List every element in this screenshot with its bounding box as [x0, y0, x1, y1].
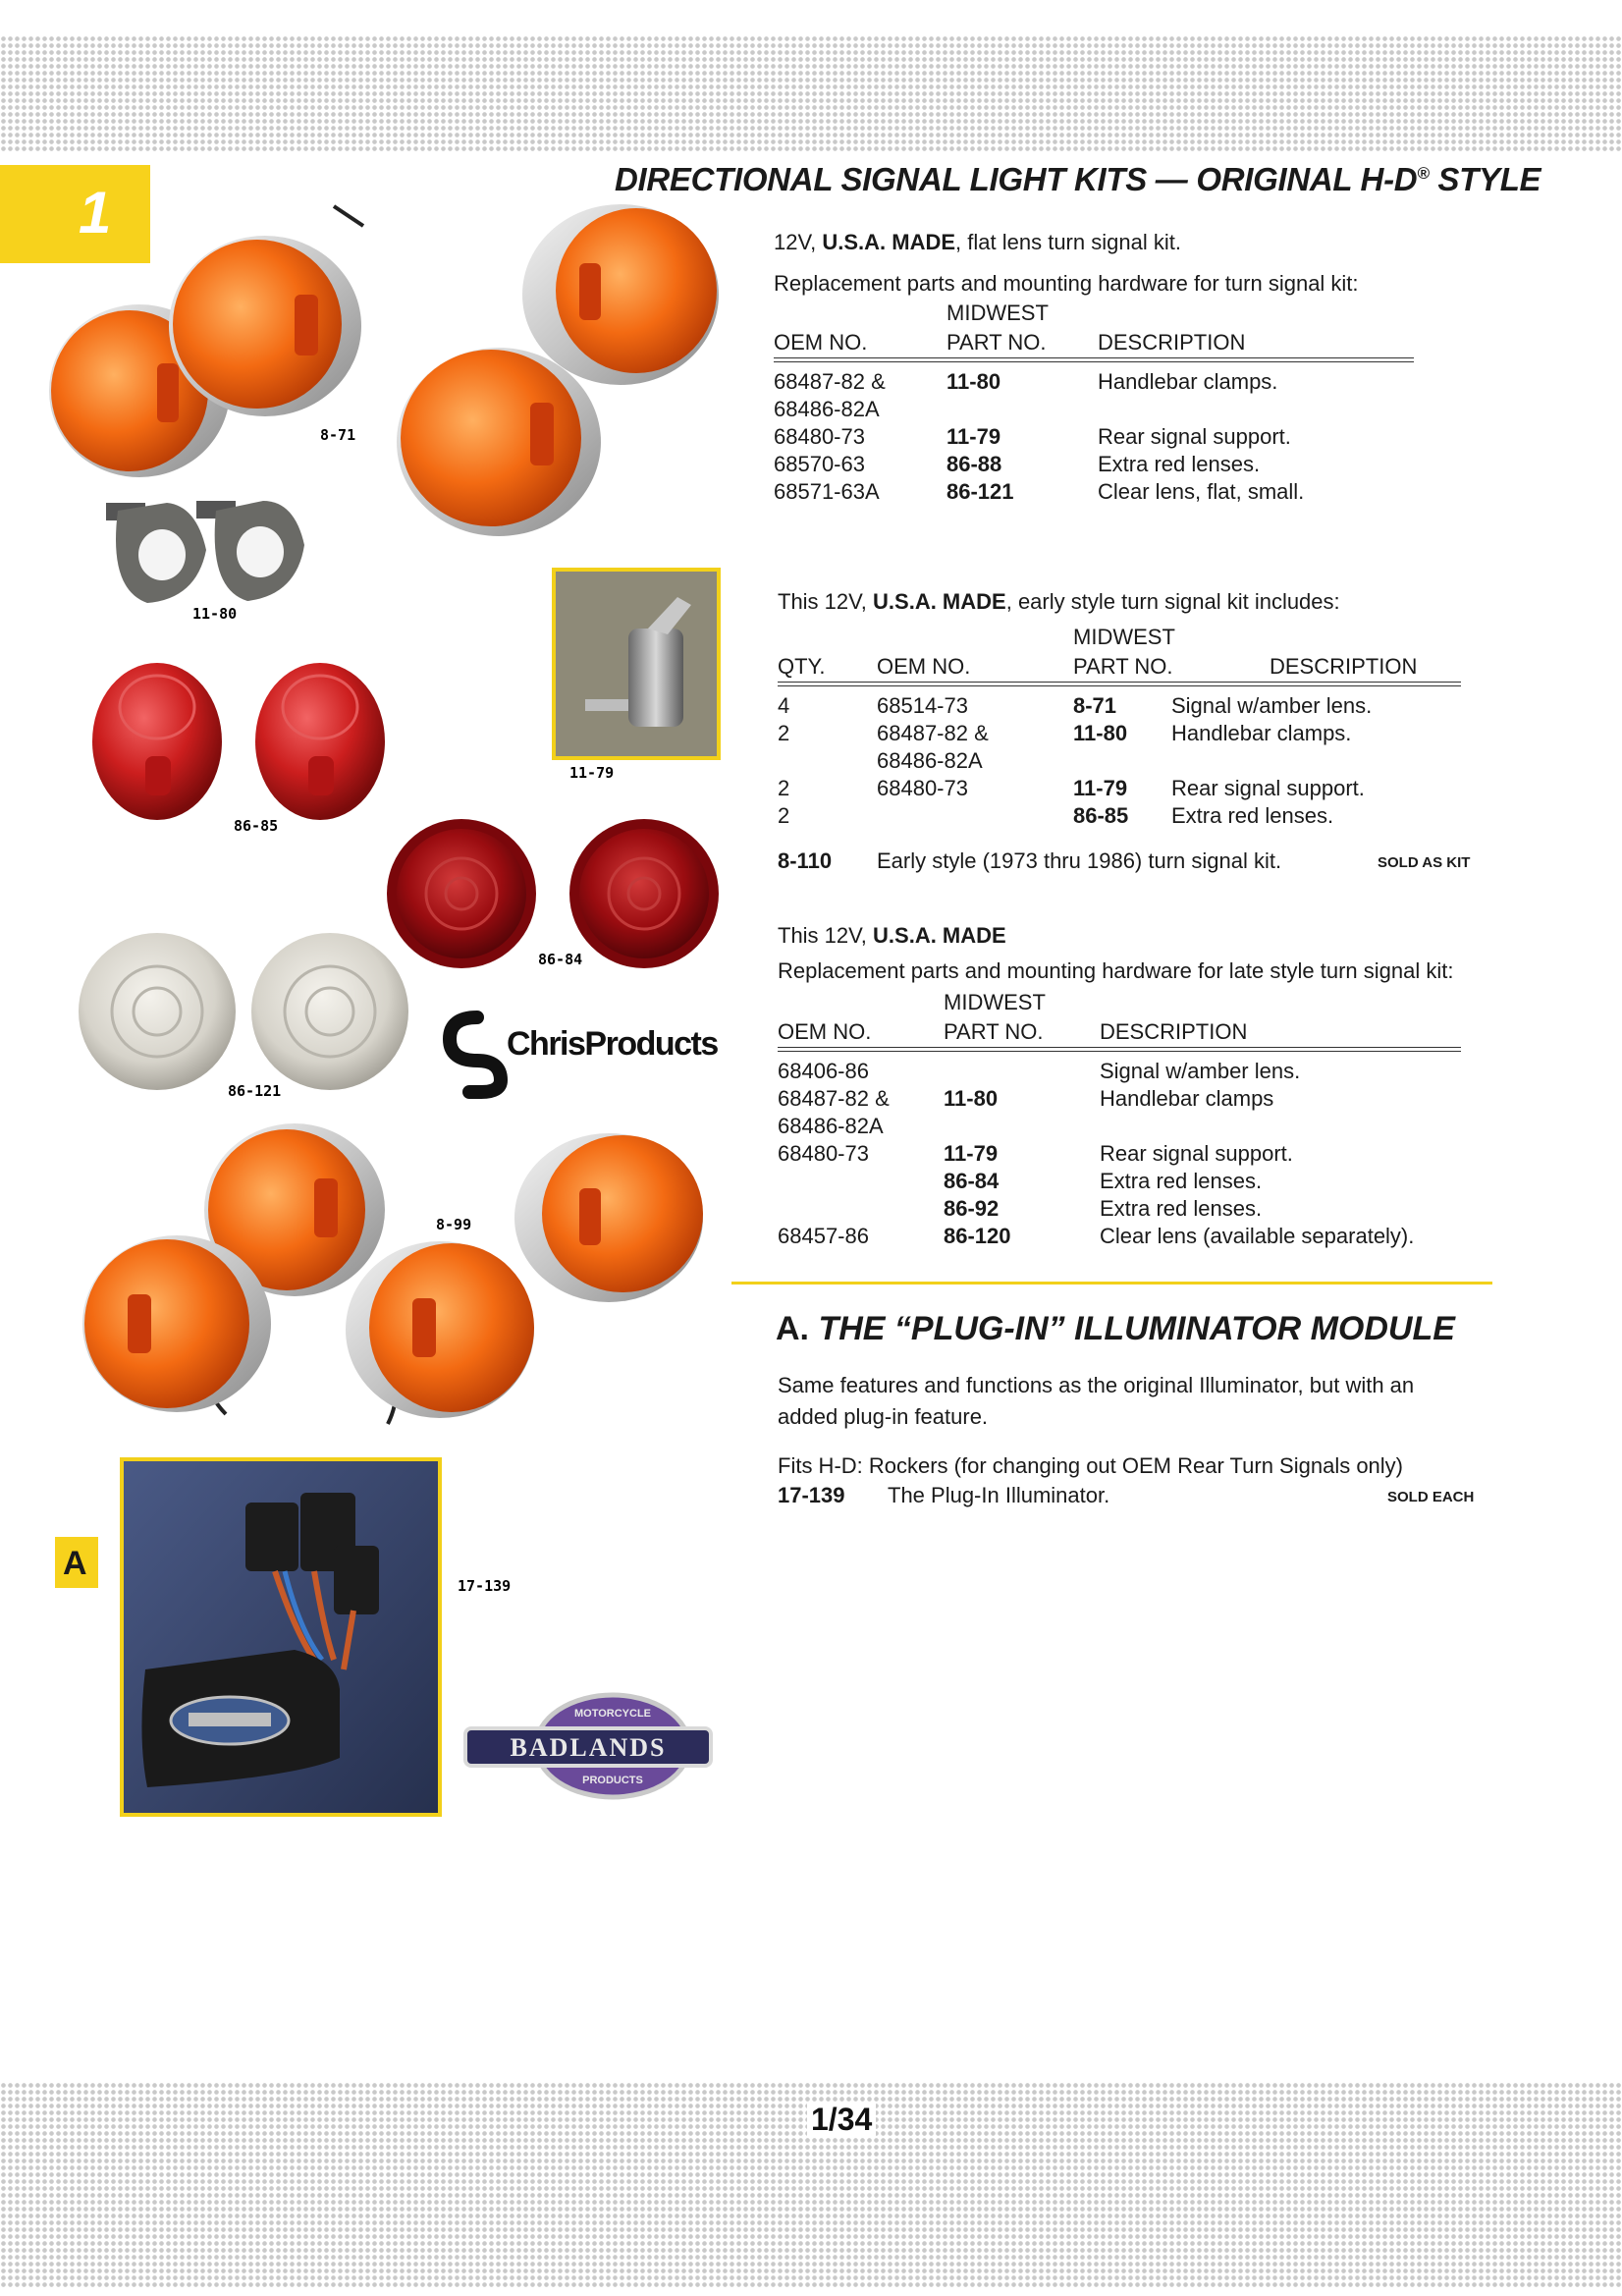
cell-desc — [1100, 1114, 1463, 1141]
cell-part: 8-71 — [1073, 693, 1117, 718]
page-heading: DIRECTIONAL SIGNAL LIGHT KITS — ORIGINAL H-D® STYLE — [615, 161, 1541, 197]
cell-desc — [1098, 397, 1412, 424]
photo-label-a: A — [55, 1537, 98, 1588]
cell-desc: Signal w/amber lens. — [1171, 693, 1373, 718]
signal-8-71-c — [522, 204, 719, 385]
cell-desc: Handlebar clamps. — [1098, 369, 1278, 394]
svg-text:BADLANDS: BADLANDS — [510, 1733, 667, 1762]
cell-part: 86-120 — [944, 1224, 1011, 1248]
cell-part: 86-92 — [944, 1196, 1000, 1221]
cell-oem: 68570-63 — [774, 452, 865, 476]
section-a-part: 17-139 — [778, 1483, 845, 1507]
cell-oem: 68406-86 — [778, 1059, 869, 1083]
caption-86-121: 86-121 — [228, 1082, 282, 1100]
cell-oem: 68457-86 — [778, 1224, 869, 1248]
cell-oem: 68486-82A — [774, 397, 880, 421]
kit2-header-rule — [778, 682, 1461, 686]
cell-qty — [778, 748, 877, 776]
badlands-logo — [465, 1695, 711, 1797]
red-lens-86-84-a — [387, 819, 536, 968]
page-number: 1/34 — [807, 2102, 876, 2138]
cell-oem — [778, 1196, 944, 1224]
section-a-part-desc: The Plug-In Illuminator. — [888, 1483, 1110, 1507]
kit1-table — [774, 369, 1412, 507]
cell-desc: Clear lens (available separately). — [1100, 1224, 1415, 1248]
cell-desc: Handlebar clamps. — [1171, 721, 1352, 745]
kit1-header-part: PART NO. — [946, 330, 1047, 355]
kit1-sub: Replacement parts and mounting hardware for turn signal kit: — [774, 271, 1359, 296]
caption-86-84: 86-84 — [538, 951, 583, 968]
cell-part — [1073, 748, 1171, 776]
cell-desc: Rear signal support. — [1100, 1141, 1293, 1166]
kit3-header-rule — [778, 1047, 1461, 1052]
red-lens-86-85-a — [92, 663, 222, 820]
caption-11-79: 11-79 — [569, 764, 615, 782]
table-row — [778, 1224, 1463, 1251]
cell-part: 86-84 — [944, 1169, 1000, 1193]
cell-desc: Extra red lenses. — [1100, 1196, 1263, 1221]
signal-8-71-d — [397, 348, 601, 536]
section-number: 1 — [79, 180, 112, 246]
svg-text:PRODUCTS: PRODUCTS — [582, 1775, 643, 1786]
cell-desc: Extra red lenses. — [1098, 452, 1261, 476]
signal-8-99-b — [514, 1133, 703, 1302]
svg-text:ChrisProducts: ChrisProducts — [507, 1025, 718, 1063]
table-row — [778, 803, 1461, 831]
cell-qty: 2 — [778, 776, 790, 800]
cell-oem: 68480-73 — [778, 1141, 869, 1166]
photo-17-139 — [122, 1459, 440, 1815]
table-row — [778, 721, 1461, 748]
cell-part: 11-80 — [1073, 721, 1128, 745]
kit1-header-desc: DESCRIPTION — [1098, 330, 1246, 355]
section-divider — [731, 1282, 1492, 1285]
section-a-desc-2: added plug-in feature. — [778, 1404, 989, 1429]
kit3-header-desc: DESCRIPTION — [1100, 1019, 1248, 1044]
clear-lens-86-121-b — [251, 933, 408, 1090]
cell-desc: Extra red lenses. — [1100, 1169, 1263, 1193]
table-row — [778, 1086, 1463, 1114]
cell-part: 86-88 — [946, 452, 1002, 476]
kit1-header-rule — [774, 357, 1414, 362]
kit1-intro: 12V, U.S.A. MADE, flat lens turn signal kit. — [774, 230, 1181, 254]
table-row — [778, 748, 1461, 776]
table-row — [774, 479, 1412, 507]
cell-desc: Handlebar clamps — [1100, 1086, 1274, 1111]
kit3-header-midwest: MIDWEST — [944, 990, 1046, 1014]
kit2-kit-desc: Early style (1973 thru 1986) turn signal kit. — [877, 848, 1282, 873]
caption-17-139: 17-139 — [458, 1577, 512, 1595]
caption-86-85: 86-85 — [234, 817, 279, 835]
cell-desc: Rear signal support. — [1098, 424, 1291, 449]
kit3-table — [778, 1059, 1463, 1251]
cell-part: 11-80 — [944, 1086, 999, 1111]
cell-oem: 68480-73 — [774, 424, 865, 449]
section-a-note: SOLD EACH — [1387, 1489, 1475, 1505]
cell-qty: 2 — [778, 803, 790, 828]
kit2-intro: This 12V, U.S.A. MADE, early style turn signal kit includes: — [778, 589, 1340, 614]
cell-oem: 68487-82 & — [877, 721, 989, 745]
kit2-header-part: PART NO. — [1073, 654, 1173, 679]
caption-8-99: 8-99 — [436, 1216, 472, 1233]
cell-desc: Clear lens, flat, small. — [1098, 479, 1305, 504]
table-row — [774, 452, 1412, 479]
caption-8-71: 8-71 — [320, 426, 356, 444]
signal-8-99-d — [346, 1241, 534, 1424]
cell-oem: 68571-63A — [774, 479, 880, 504]
kit2-header-oem: OEM NO. — [877, 654, 971, 679]
cell-oem: 68480-73 — [877, 776, 968, 800]
cell-desc — [1171, 748, 1461, 776]
cell-oem: 68487-82 & — [778, 1086, 890, 1111]
kit1-header-oem: OEM NO. — [774, 330, 868, 355]
table-row — [778, 1169, 1463, 1196]
cell-part — [944, 1059, 1100, 1086]
cell-part — [946, 397, 1098, 424]
section-a-desc-1: Same features and functions as the original Illuminator, but with an — [778, 1373, 1415, 1397]
table-row — [778, 1196, 1463, 1224]
cell-part: 11-79 — [944, 1141, 999, 1166]
cell-oem: 68486-82A — [778, 1114, 884, 1138]
cell-oem — [877, 803, 1073, 831]
section-a-fits: Fits H-D: Rockers (for changing out OEM Rear Turn Signals only) — [778, 1453, 1404, 1478]
table-row — [778, 693, 1461, 721]
cell-qty: 4 — [778, 693, 790, 718]
kit2-header-qty: QTY. — [778, 654, 826, 679]
table-row — [778, 1059, 1463, 1086]
kit1-header-midwest: MIDWEST — [946, 301, 1049, 325]
clamp-11-80-a — [106, 503, 206, 603]
kit3-header-part: PART NO. — [944, 1019, 1044, 1044]
cell-part: 11-79 — [946, 424, 1001, 449]
table-row — [774, 369, 1412, 397]
kit2-header-desc: DESCRIPTION — [1270, 654, 1418, 679]
kit3-sub: Replacement parts and mounting hardware for late style turn signal kit: — [778, 958, 1454, 983]
signal-8-99-c — [82, 1235, 271, 1414]
chris-products-logo — [450, 1017, 718, 1092]
cell-oem — [778, 1169, 944, 1196]
kit2-table — [778, 693, 1461, 831]
section-a-title: A. THE “PLUG-IN” ILLUMINATOR MODULE — [776, 1310, 1455, 1347]
cell-part — [944, 1114, 1100, 1141]
cell-oem: 68487-82 & — [774, 369, 886, 394]
cell-qty: 2 — [778, 721, 790, 745]
photo-11-79 — [554, 570, 719, 758]
cell-part: 86-121 — [946, 479, 1014, 504]
kit3-header-oem: OEM NO. — [778, 1019, 872, 1044]
red-lens-86-84-b — [569, 819, 719, 968]
kit2-kit-part: 8-110 — [778, 848, 833, 873]
caption-11-80: 11-80 — [192, 605, 238, 623]
cell-desc: Signal w/amber lens. — [1100, 1059, 1301, 1083]
table-row — [778, 1114, 1463, 1141]
kit2-header-midwest: MIDWEST — [1073, 625, 1175, 649]
svg-text:MOTORCYCLE: MOTORCYCLE — [573, 1708, 652, 1720]
cell-part: 86-85 — [1073, 803, 1129, 828]
cell-desc: Extra red lenses. — [1171, 803, 1334, 828]
table-row — [778, 776, 1461, 803]
cell-part: 11-80 — [946, 369, 1001, 394]
cell-part: 11-79 — [1073, 776, 1128, 800]
signal-8-71-b — [169, 206, 363, 416]
kit3-intro: This 12V, U.S.A. MADE — [778, 923, 1006, 948]
table-row — [774, 424, 1412, 452]
clear-lens-86-121-a — [79, 933, 236, 1090]
cell-desc: Rear signal support. — [1171, 776, 1365, 800]
table-row — [774, 397, 1412, 424]
clamp-11-80-b — [196, 501, 304, 601]
table-row — [778, 1141, 1463, 1169]
kit2-kit-note: SOLD AS KIT — [1378, 854, 1471, 871]
cell-oem: 68514-73 — [877, 693, 968, 718]
cell-oem: 68486-82A — [877, 748, 983, 773]
red-lens-86-85-b — [255, 663, 385, 820]
